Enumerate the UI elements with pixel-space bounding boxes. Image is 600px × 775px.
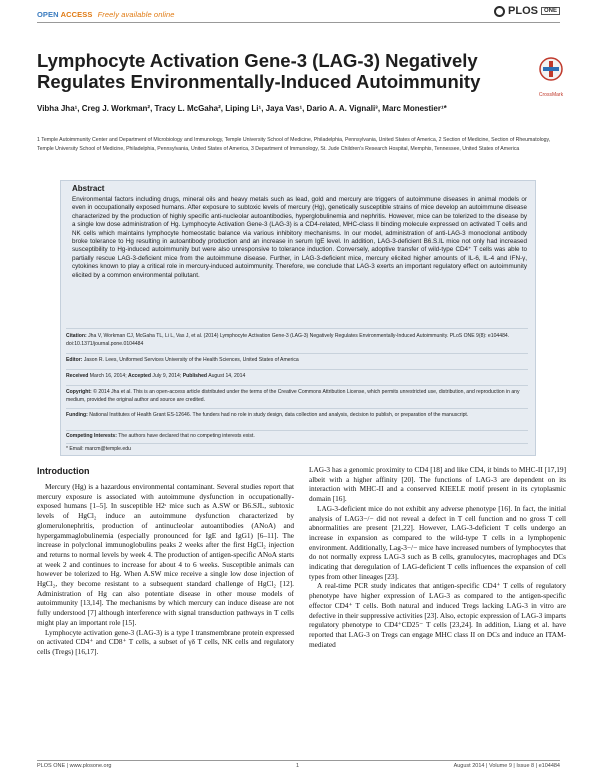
page-number: 1 (296, 763, 300, 769)
introduction-heading: Introduction (37, 466, 90, 476)
journal-sub: ONE (541, 7, 560, 15)
funding-text: National Institutes of Health Grant ES-12646. The funders had no role in study design, data collection and analysis, decision to publish, or preparation of the manuscript. (89, 412, 469, 418)
editor-text: Jason R. Lees, Uniformed Services University of the Health Sciences, United States of America (83, 357, 299, 363)
received-label: Received (66, 373, 89, 379)
crossmark-label: CrossMark (538, 92, 564, 98)
footer-divider (37, 760, 560, 761)
editor-line (66, 357, 528, 365)
plos-logo[interactable] (494, 5, 560, 17)
interests-text: The authors have declared that no competing interests exist. (118, 433, 255, 439)
access-label: ACCESS (60, 10, 93, 19)
footer-issue: August 2014 | Volume 9 | Issue 8 | e104484 (453, 763, 560, 769)
intro-paragraph: A real-time PCR study indicates that antigen-specific CD4⁺ T cells of regulatory phenotype have higher expression of LAG-3 as compared to the antigen-specific effector CD4⁺ T cells. Both natural and induced Tregs lacking LAG-3 in vitro are defective in their suppressive activities [23]. Also, ectopic expression of LAG-3 imparts regulatory phenotype to CD4⁺CD25⁻ T cells [23,24]. In addition, Liang et al. have reported that LAG-3 on Tregs can engage MHC class II on DCs and induce an ITAM-mediated (309, 581, 566, 649)
citation-line (66, 333, 528, 348)
copyright-text: © 2014 Jha et al. This is an open-access article distributed under the terms of the Creative Commons Attribution License, which permits unrestricted use, distribution, and reproduction in any medium, provided the original author and source are credited. (66, 389, 520, 403)
meta-divider (66, 385, 528, 386)
article-title: Lymphocyte Activation Gene-3 (LAG-3) Negatively Regulates Environmentally-Induced Autoimmunity (37, 50, 481, 92)
meta-divider (66, 408, 528, 409)
intro-paragraph: LAG-3 has a genomic proximity to CD4 [18] and like CD4, it binds to MHC-II [17,19] albeit with a higher affinity [20]. The functions of LAG-3 are dependent on its interaction with MHC-II and a conserved KIEELE motif present in its cytoplasmic domain [16]. (309, 465, 566, 504)
competing-interests-line (66, 433, 528, 441)
crossmark-icon (538, 56, 564, 86)
right-column (309, 465, 566, 649)
copyright-label: Copyright: (66, 389, 92, 395)
meta-divider (66, 369, 528, 370)
funding-line (66, 412, 528, 420)
interests-label: Competing Interests: (66, 433, 117, 439)
abstract-text: Environmental factors including drugs, mineral oils and heavy metals such as lead, gold and mercury are triggers of autoimmune diseases in animal models or even in occupationally exposed humans. After exposure to subtoxic levels of mercury (Hg), genetically susceptible strains of mice develop an autoimmune disease characterized by the production of highly specific anti-nucleolar autoantibodies, hyperglobulinemia and nephritis. However, mice can be tolerized to the disease by a single low dose administration of Hg. Lymphocyte Activation Gene-3 (LAG-3) is a CD4-related, MHC-class II binding molecule expressed on activated T cells and NK cells which maintains lymphocyte homeostatic balance via various inhibitory mechanisms. In our model, administration of anti-LAG-3 monoclonal antibody broke tolerance to Hg resulting in autoantibody production and an increase in serum IgE level. In addition, LAG-3-deficient B6.S.IL mice not only had increased susceptibility to Hg-induced autoimmunity but were also unresponsive to tolerance induction. Conversely, adoptive transfer of wild-type CD4⁺ T cells was able to partially rescue LAG-3-deficient mice from the autoimmune disease. Further, in LAG-3-deficient mice, mercury elicited higher amounts of IL-6, IL-4 and IFN-γ, cytokines known to play a critical role in mercury-induced autoimmunity. Therefore, we conclude that LAG-3 exerts an important regulatory effect on autoimmunity elicited by a common environmental pollutant. (72, 196, 527, 279)
intro-paragraph: LAG-3-deficient mice do not exhibit any adverse phenotype [16]. In fact, the initial analysis of LAG3−/− did not reveal a defect in T cell function and no gross T cell abnormalities are present [21,22]. However, LAG-3-deficient T cells undergo an increase in expansion as compared to the wild-type T cells in a lymphopenic environment. Additionally, Lag-3−/− mice have increased numbers of lymphocytes that do not normally express LAG-3 such as B cells, granulocytes, macrophages and DCs indicating that deregulation of LAG-deficient T cells influences the expansion of cell types from other lineages [23]. (309, 503, 566, 581)
accepted-label: Accepted (128, 373, 151, 379)
author-list: Vibha Jha¹, Creg J. Workman², Tracy L. McGaha², Liping Li¹, Jaya Vas¹, Dario A. A. Vignali³, Marc Monestier¹* (37, 104, 447, 113)
copyright-line (66, 389, 528, 404)
left-column (37, 482, 294, 657)
crossmark-badge[interactable] (532, 56, 570, 98)
abstract-divider (66, 328, 528, 329)
meta-divider (66, 353, 528, 354)
footer-journal[interactable]: PLOS ONE | www.plosone.org (37, 763, 112, 769)
plos-logo-icon (494, 6, 505, 17)
journal-name: PLOS (508, 5, 538, 17)
accepted-date: July 9, 2014; (152, 373, 182, 379)
abstract-heading: Abstract (72, 184, 105, 193)
citation-text: Jha V, Workman CJ, McGaha TL, Li L, Vas J, et al. (2014) Lymphocyte Activation Gene-3 (LAG-3) Negatively Regulates Environmentally-Induced Autoimmunity. PLoS ONE 9(8): e104484. doi:10.1371/journal.pone.0104484 (66, 333, 510, 347)
email-label: * Email: (66, 446, 84, 452)
published-label: Published (182, 373, 208, 379)
dates-line (66, 373, 528, 381)
intro-paragraph: Mercury (Hg) is a hazardous environmental contaminant. Several studies report that mercury exposure is associated with autoimmune dysfunction in occupationally-exposed humans [1–5]. In susceptible H2ˢ mice such as A.SW or B6.SJL, subtoxic levels of HgCl₂ induce an autoimmune dysfunction characterized by glomerulonephritis, production of antinucleolar autoantibodies (ANoA) and hypergammaglobulinemia (especially pronounced for IgE and IgG1) [6–11]. The increase in polyclonal immunoglobulins peaks 2 weeks after the first HgCl₂ injection and returns to normal levels by week 4. The production of antigen-specific ANoA starts at week 2 and continues to increase for about 4 to 6 weeks. Susceptible animals can however be tolerized to Hg. When A.SW mice receive a single low dose injection of HgCl₂, they become resistant to a subsequent standard challenge of HgCl₂ [12]. Administration of Hg can also potentiate disease in other mouse models of autoimmunity [13,14]. The mechanisms by which mercury can induce disease are not fully understood [7] although interference with signal transduction pathways in T cells might play an important role [15]. (37, 482, 294, 627)
affiliations: 1 Temple Autoimmunity Center and Department of Microbiology and Immunology, Temple University School of Medicine, Philadelphia, Pennsylvania, United States of America, 2 Section of Medicine, Section of Rheumatology, Temple University School of Medicine, Philadelphia, Pennsylvania, United States of America, 3 Department of Immunology, St. Jude Children's Research Hospital, Memphis, Tennessee, United States of America (37, 137, 551, 152)
funding-label: Funding: (66, 412, 88, 418)
editor-label: Editor: (66, 357, 83, 363)
citation-label: Citation: (66, 333, 87, 339)
meta-divider (66, 430, 528, 431)
open-access-banner (37, 10, 175, 19)
intro-paragraph: Lymphocyte activation gene-3 (LAG-3) is a type I transmembrane protein expressed on activated CD4⁺ and CD8⁺ T cells, a subset of γδ T cells, NK cells and regulatory cells (Tregs) [16,17]. (37, 627, 294, 656)
published-date: August 14, 2014 (208, 373, 246, 379)
meta-divider (66, 443, 528, 444)
email-link[interactable]: marcm@temple.edu (84, 446, 131, 452)
email-line (66, 446, 528, 454)
open-label: OPEN (37, 10, 59, 19)
header-divider (37, 22, 560, 23)
freely-available-label: Freely available online (97, 10, 175, 19)
received-date: March 16, 2014; (89, 373, 127, 379)
